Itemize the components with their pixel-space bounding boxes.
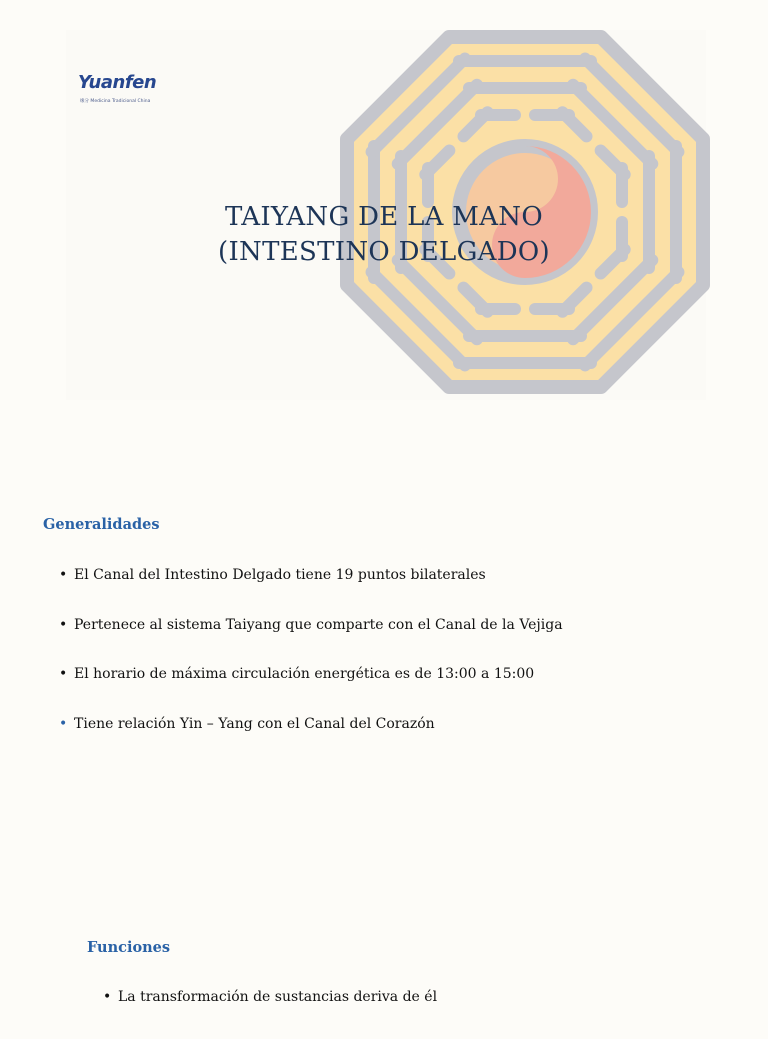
title-line-2: (INTESTINO DELGADO) — [218, 237, 550, 267]
funciones-list — [103, 989, 437, 1039]
generalidades-list — [59, 567, 563, 765]
logo-tagline: 缘分 Medicina Tradicional China — [80, 99, 151, 104]
list-item: • La transformación de sustancias deriva de él — [103, 989, 437, 1039]
list-item: • El Canal del Intestino Delgado tiene 19 puntos bilaterales — [59, 567, 563, 617]
logo-wordmark: Yuanfen — [78, 72, 157, 93]
list-item: • Pertenece al sistema Taiyang que comparte con el Canal de la Vejiga — [59, 617, 563, 667]
title-line-1: TAIYANG DE LA MANO — [225, 202, 543, 232]
page-title — [150, 200, 618, 270]
section-heading-generalidades: Generalidades — [43, 516, 160, 533]
list-item: • Tiene relación Yin – Yang con el Canal del Corazón — [59, 716, 563, 766]
list-item: • El horario de máxima circulación energética es de 13:00 a 15:00 — [59, 666, 563, 716]
section-heading-funciones: Funciones — [87, 939, 171, 956]
yuanfen-logo — [78, 72, 162, 110]
